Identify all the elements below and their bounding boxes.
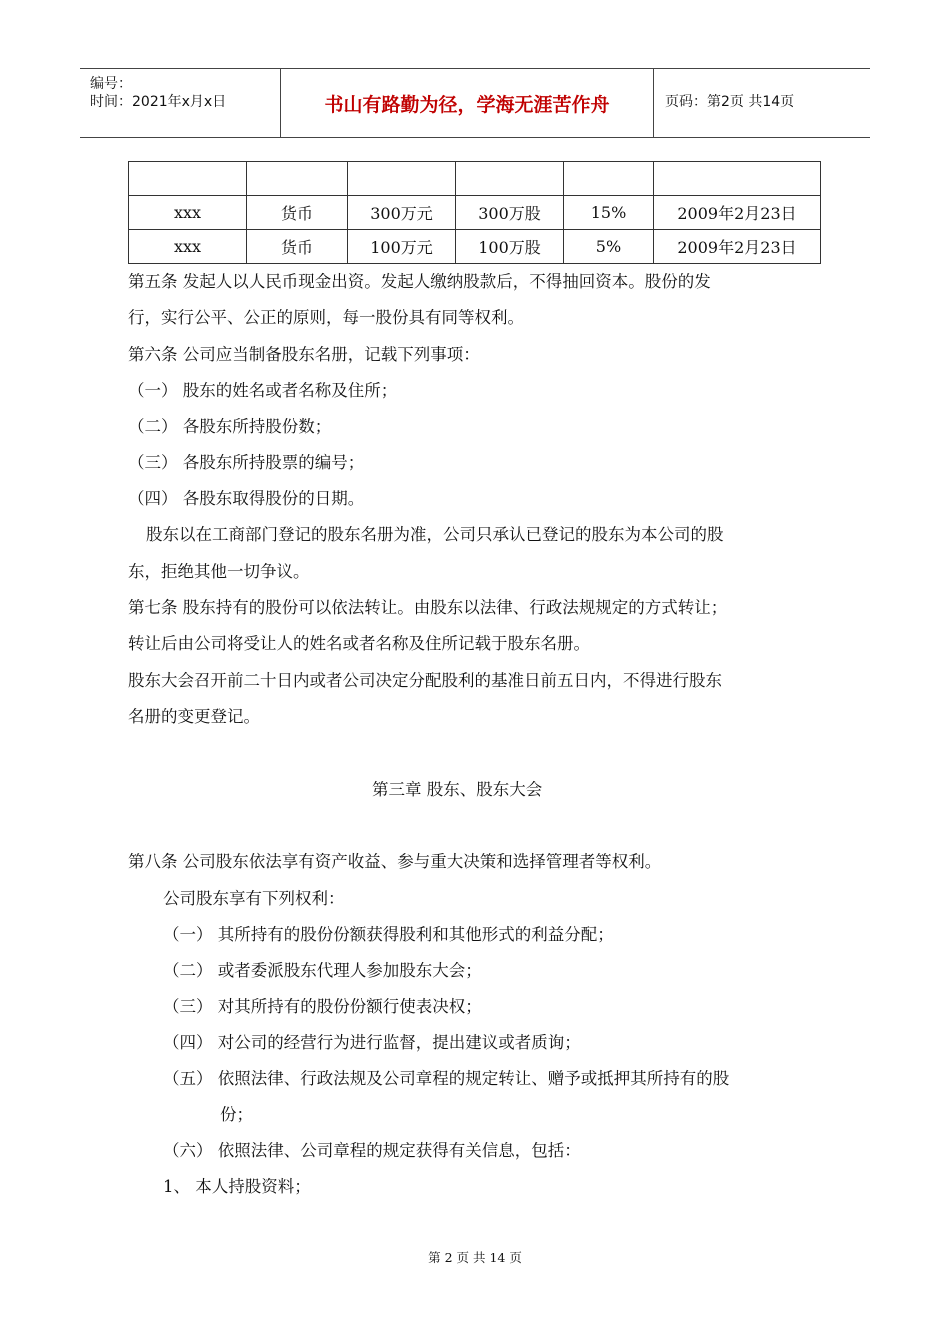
article6-item4: （四） 各股东取得股份的日期。 [128, 489, 365, 508]
article7-line2: 转让后由公司将受让人的姓名或者名称及住所记载于股东名册。 [128, 634, 590, 653]
chapter3-title: 第三章 股东、股东大会 [372, 780, 543, 799]
table-cell: xxx [129, 196, 247, 230]
table-cell: 15% [564, 196, 654, 230]
article6-heading: 第六条 公司应当制备股东名册，记载下列事项： [128, 345, 480, 364]
article7-line1: 第七条 股东持有的股份可以依法转让。由股东以法律、行政法规规定的方式转让； [128, 598, 728, 617]
article8-item3: （三） 对其所持有的股份份额行使表决权； [163, 997, 482, 1016]
article6-paragraph-line2: 东，拒绝其他一切争议。 [128, 562, 310, 581]
article8-line2: 公司股东享有下列权利： [163, 889, 345, 908]
header-time-label: 时间：2021年x月x日 [90, 94, 227, 110]
article8-item5-line2: 份； [220, 1105, 253, 1124]
table-cell: xxx [129, 230, 247, 264]
article7-line3: 股东大会召开前二十日内或者公司决定分配股利的基准日前五日内，不得进行股东 [128, 671, 722, 690]
table-cell: 货币 [247, 230, 348, 264]
table-cell [564, 162, 654, 196]
article6-item2: （二） 各股东所持股份数； [128, 417, 332, 436]
header-motto: 书山有路勤为径，学海无涯苦作舟 [281, 69, 654, 137]
table-cell: 300万股 [456, 196, 564, 230]
article6-item3: （三） 各股东所持股票的编号； [128, 453, 365, 472]
table-cell: 2009年2月23日 [654, 230, 821, 264]
header-number-label: 编号： [90, 76, 132, 92]
table-cell [348, 162, 456, 196]
shareholder-table [128, 161, 821, 264]
table-cell: 100万元 [348, 230, 456, 264]
table-cell [456, 162, 564, 196]
article6-paragraph-line1: 股东以在工商部门登记的股东名册为准，公司只承认已登记的股东为本公司的股 [146, 525, 724, 544]
article8-item6: （六） 依照法律、公司章程的规定获得有关信息，包括： [163, 1141, 581, 1160]
table-cell: 100万股 [456, 230, 564, 264]
table-cell: 300万元 [348, 196, 456, 230]
article8-item1: （一） 其所持有的股份份额获得股利和其他形式的利益分配； [163, 925, 614, 944]
article8-item2: （二） 或者委派股东代理人参加股东大会； [163, 961, 482, 980]
article8-subitem1: 1、 本人持股资料； [163, 1177, 311, 1196]
article5-line1: 第五条 发起人以人民币现金出资。发起人缴纳股款后，不得抽回资本。股份的发 [128, 272, 711, 291]
table-cell: 5% [564, 230, 654, 264]
table-row [129, 162, 821, 196]
table-cell [129, 162, 247, 196]
table-row [129, 196, 821, 230]
table-cell: 货币 [247, 196, 348, 230]
article6-item1: （一） 股东的姓名或者名称及住所； [128, 381, 398, 400]
header-meta-cell [80, 69, 281, 137]
table-cell [654, 162, 821, 196]
header-page-label: 页码：第2页 共14页 [665, 94, 795, 110]
table-row [129, 230, 821, 264]
table-cell [247, 162, 348, 196]
page-header [80, 68, 870, 138]
article5-line2: 行，实行公平、公正的原则，每一股份具有同等权利。 [128, 308, 524, 327]
article7-line4: 名册的变更登记。 [128, 707, 260, 726]
page-footer: 第 2 页 共 14 页 [428, 1250, 522, 1265]
table-cell: 2009年2月23日 [654, 196, 821, 230]
article8-item4: （四） 对公司的经营行为进行监督，提出建议或者质询； [163, 1033, 581, 1052]
article8-item5-line1: （五） 依照法律、行政法规及公司章程的规定转让、赠予或抵押其所持有的股 [163, 1069, 730, 1088]
article8-line1: 第八条 公司股东依法享有资产收益、参与重大决策和选择管理者等权利。 [128, 852, 662, 871]
